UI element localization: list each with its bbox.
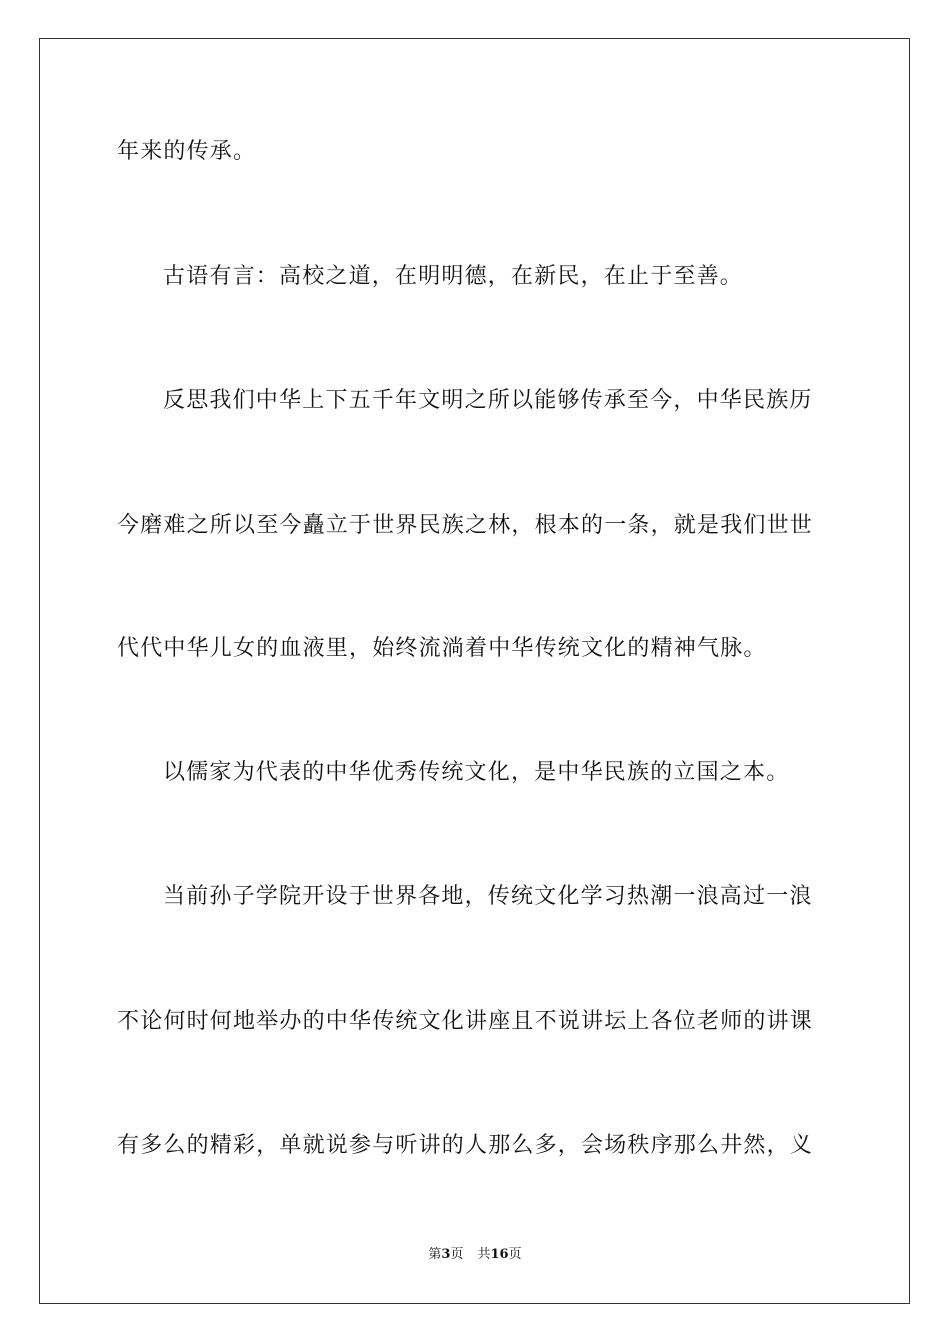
page-suffix: 页: [450, 1247, 464, 1262]
total-pages: 16: [490, 1247, 509, 1262]
page-border: [39, 38, 910, 1304]
text-line-5: 代代中华儿女的血液里，始终流淌着中华传统文化的精神气脉。: [117, 636, 767, 661]
text-line-2: 古语有言：高校之道，在明明德，在新民，在止于至善。: [163, 264, 744, 289]
page-number: 3: [441, 1247, 451, 1262]
page-footer: [0, 1246, 950, 1264]
text-line-4: 今磨难之所以至今矗立于世界民族之林，根本的一条，就是我们世世: [117, 513, 814, 538]
text-line-6: 以儒家为代表的中华优秀传统文化，是中华民族的立国之本。: [163, 760, 790, 785]
total-suffix: 页: [508, 1247, 522, 1262]
text-line-1: 年来的传承。: [117, 139, 257, 164]
page-prefix: 第: [428, 1247, 442, 1262]
text-line-7: 当前孙子学院开设于世界各地，传统文化学习热潮一浪高过一浪: [163, 884, 813, 909]
text-line-8: 不论何时何地举办的中华传统文化讲座且不说讲坛上各位老师的讲课: [117, 1009, 814, 1034]
total-prefix: 共: [477, 1247, 491, 1262]
text-line-3: 反思我们中华上下五千年文明之所以能够传承至今，中华民族历: [163, 388, 813, 413]
text-line-9: 有多么的精彩，单就说参与听讲的人那么多，会场秩序那么井然，义: [117, 1133, 814, 1158]
